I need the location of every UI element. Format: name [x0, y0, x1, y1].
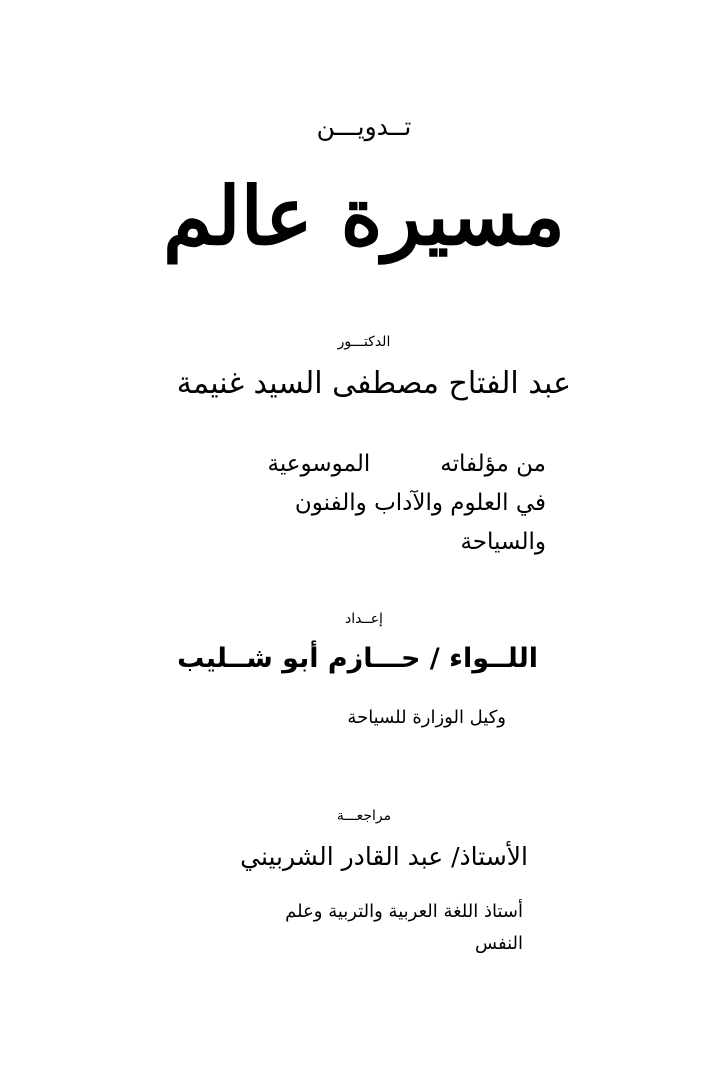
works-line-1-part-1: من مؤلفاته [440, 451, 546, 477]
review-label: مراجعـــة [336, 808, 392, 824]
author-name: عبد الفتاح مصطفى السيد غنيمة [176, 366, 571, 401]
works-line-2: في العلوم والآداب والفنون [294, 490, 546, 516]
compilation-label: تــدويـــن [316, 112, 412, 141]
book-title: مسيرة عالم [163, 169, 565, 263]
preparer-role: وكيل الوزارة للسياحة [347, 707, 506, 728]
works-line-1 [268, 445, 546, 484]
reviewer-role [285, 896, 523, 960]
preparation-label: إعــداد [345, 611, 383, 627]
works-line-1-part-2: الموسوعية [267, 451, 371, 477]
preparer-name: اللــواء / حـــازم أبو شــليب [177, 643, 538, 674]
reviewer-name: الأستاذ/ عبد القادر الشربيني [240, 842, 528, 871]
author-works-description [268, 445, 546, 562]
reviewer-role-line-2: النفس [475, 933, 523, 954]
works-line-3: والسياحة [460, 529, 546, 555]
reviewer-role-line-1: أستاذ اللغة العربية والتربية وعلم [285, 901, 523, 922]
author-title-label: الدكتـــور [337, 334, 391, 350]
